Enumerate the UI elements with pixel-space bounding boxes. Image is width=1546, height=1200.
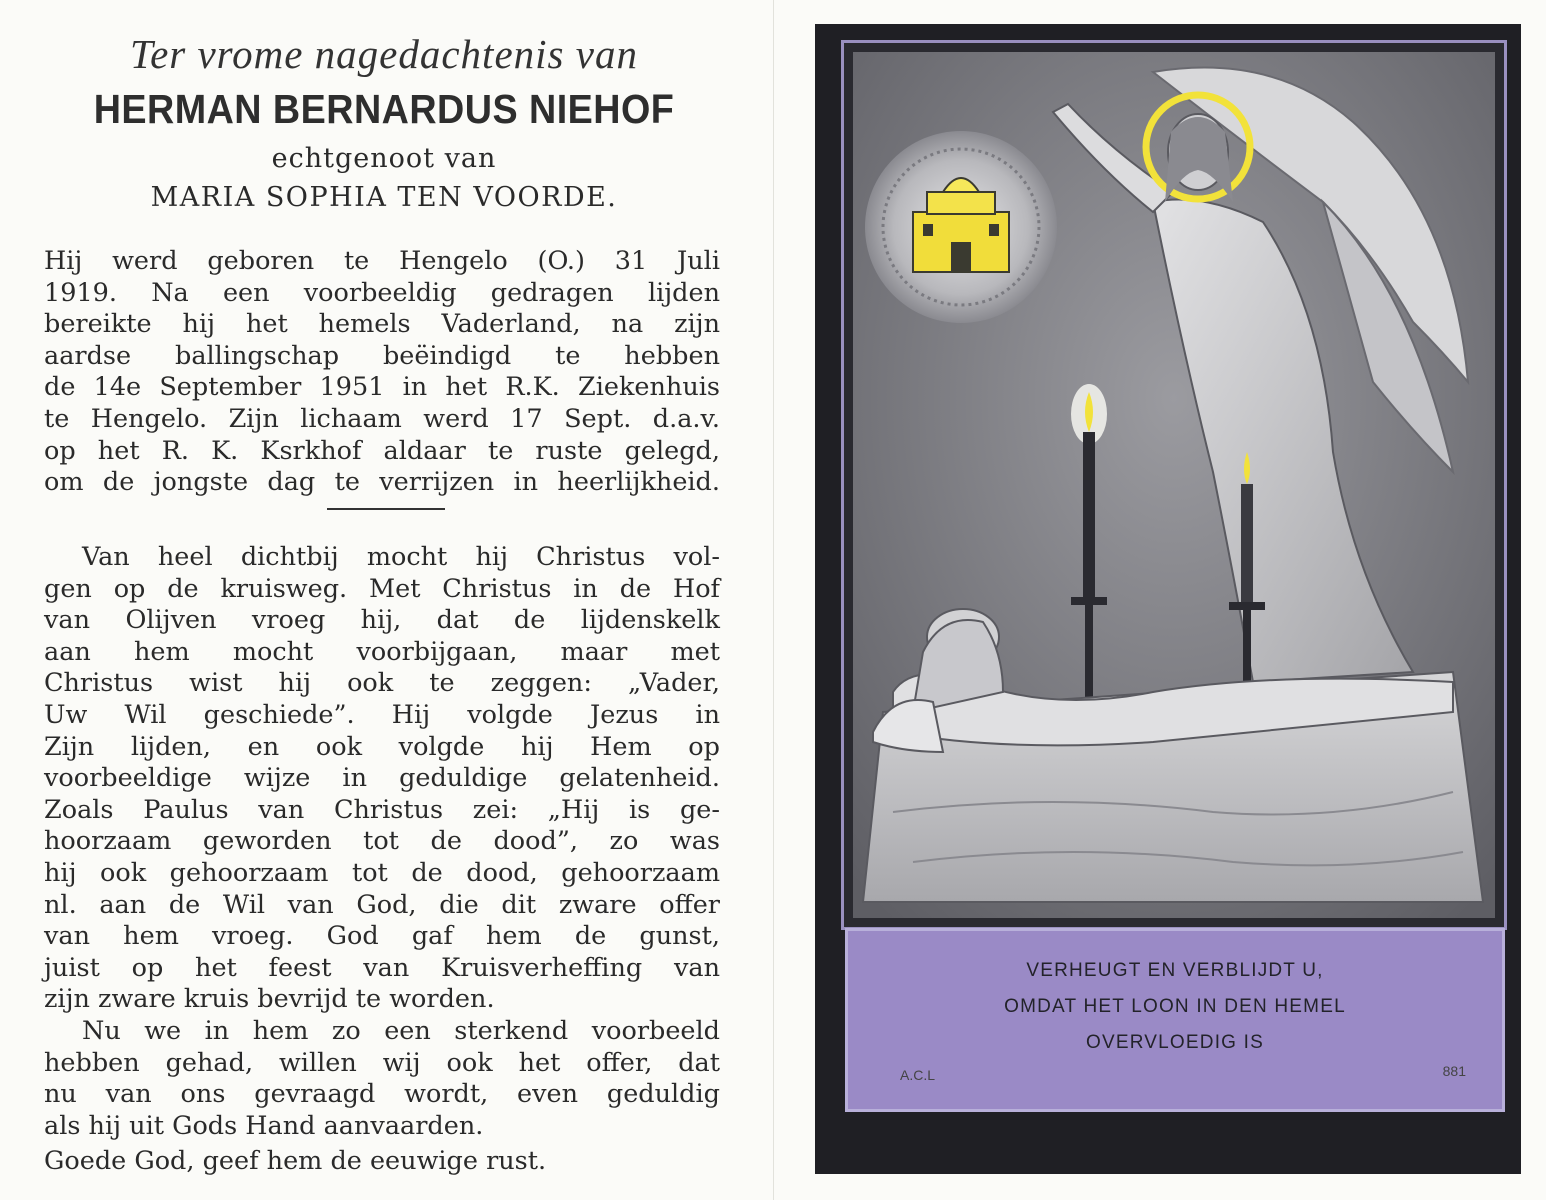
closing-prayer: Goede God, geef hem de eeuwige rust.	[44, 1146, 547, 1177]
verse-panel	[845, 928, 1505, 1112]
publisher-mark: A.C.L	[900, 1067, 936, 1083]
scripture-verse	[848, 953, 1502, 1061]
text-line: hoorzaam geworden tot de dood”, zo was	[44, 826, 720, 857]
text-line: van Olijven vroeg hij, dat de lijdenskelk	[44, 605, 720, 636]
spouse-label: echtgenoot van	[271, 143, 497, 174]
fold-line	[773, 0, 774, 1200]
text-line: 1919. Na een voorbeeldig gedragen lijden	[44, 277, 720, 308]
text-line: voorbeeldige wijze in geduldige gelatenheid.	[44, 763, 720, 794]
reflection-paragraphs	[44, 542, 720, 1178]
text-line: hebben gehad, willen wij ook het offer, dat	[44, 1047, 720, 1078]
text-line: Zijn lijden, en ook volgde hij Hem op	[44, 731, 720, 762]
text-line: aan hem mocht voorbijgaan, maar met	[44, 636, 720, 667]
text-line: te Hengelo. Zijn lichaam werd 17 Sept. d.a.v.	[44, 403, 720, 434]
text-line: Christus wist hij ook te zeggen: „Vader,	[44, 668, 720, 699]
text-line: van hem vroeg. God gaf hem de gunst,	[44, 921, 720, 952]
text-line: als hij uit Gods Hand aanvaarden.	[44, 1110, 484, 1141]
text-line: Nu we in hem zo een sterkend voorbeeld	[82, 1015, 720, 1046]
illustration-frame	[841, 40, 1507, 930]
divider-rule	[327, 508, 445, 510]
text-panel	[44, 20, 724, 1177]
text-line: bereikte hij het hemels Vaderland, na zijn	[44, 309, 720, 340]
biography-paragraph	[44, 246, 720, 499]
intro-line: Ter vrome nagedachtenis van	[130, 31, 638, 77]
spouse-name: MARIA SOPHIA TEN VOORDE.	[150, 182, 618, 213]
golden-city-icon	[913, 178, 1009, 272]
text-line: aardse ballingschap beëindigd te hebben	[44, 340, 720, 371]
text-line: zijn zware kruis bevrijd te worden.	[44, 984, 495, 1015]
card-number: 881	[1442, 1063, 1466, 1079]
text-line: Uw Wil geschiede”. Hij volgde Jezus in	[44, 699, 720, 730]
text-line: Hij werd geboren te Hengelo (O.) 31 Juli	[44, 246, 720, 276]
deceased-name: HERMAN BERNARDUS NIEHOF	[93, 86, 675, 132]
devotional-card	[815, 24, 1521, 1174]
text-line: hij ook gehoorzaam tot de dood, gehoorzaam	[44, 857, 720, 888]
text-line: Van heel dichtbij mocht hij Christus vol-	[82, 542, 720, 572]
text-line: nl. aan de Wil van God, die dit zware offer	[44, 889, 720, 920]
verse-line: VERHEUGT EN VERBLIJDT U,	[1026, 960, 1324, 981]
text-line: op het R. K. Ksrkhof aldaar te ruste gelegd,	[44, 435, 720, 466]
text-line: juist op het feest van Kruisverheffing van	[44, 952, 720, 983]
verse-line: OMDAT HET LOON IN DEN HEMEL	[1004, 996, 1346, 1017]
angel-illustration	[853, 52, 1495, 918]
text-line: gen op de kruisweg. Met Christus in de Hof	[44, 573, 720, 604]
verse-line: OVERVLOEDIG IS	[1085, 1032, 1264, 1053]
text-line: om de jongste dag te verrijzen in heerlijkheid.	[44, 467, 720, 498]
text-line: nu van ons gevraagd wordt, even geduldig	[44, 1079, 720, 1110]
text-line: Zoals Paulus van Christus zei: „Hij is ge-	[44, 794, 720, 825]
text-line: de 14e September 1951 in het R.K. Ziekenhuis	[44, 372, 720, 403]
